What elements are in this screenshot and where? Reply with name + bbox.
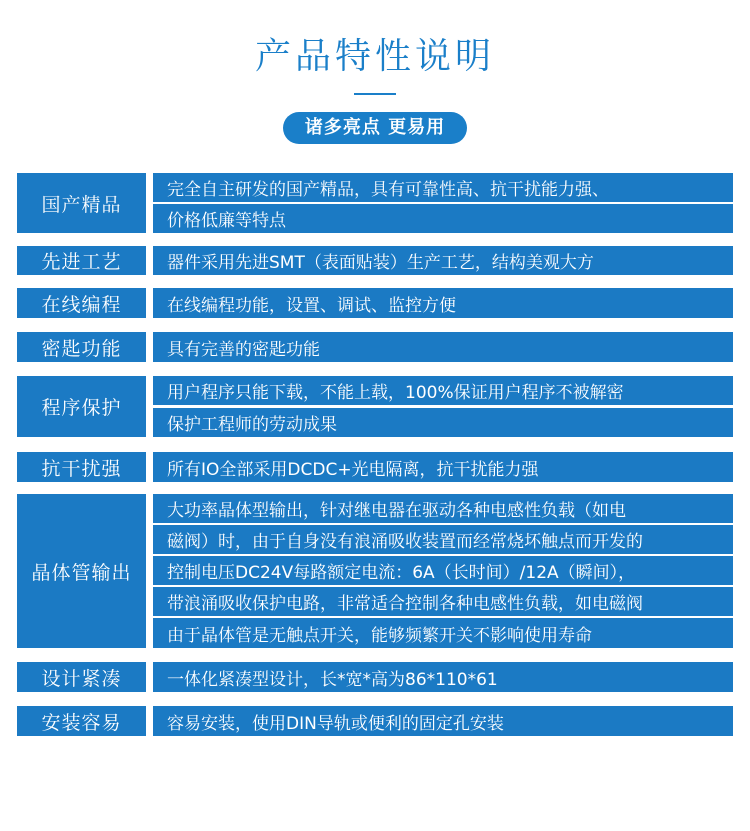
- feature-row-key: [17, 332, 733, 362]
- feature-label: 密匙功能: [17, 332, 146, 362]
- feature-label: 先进工艺: [17, 246, 146, 275]
- feature-label: 在线编程: [17, 288, 146, 318]
- feature-row-easy-install: [17, 706, 733, 736]
- feature-label: 国产精品: [17, 173, 146, 233]
- page-title: 产品特性说明: [254, 36, 495, 77]
- feature-line: 磁阀）时，由于自身没有浪涌吸收装置而经常烧坏触点而开发的: [153, 525, 733, 554]
- feature-line: 价格低廉等特点: [153, 204, 733, 233]
- feature-label: 设计紧凑: [17, 662, 146, 692]
- feature-line: 所有IO全部采用DCDC+光电隔离，抗干扰能力强: [153, 452, 733, 482]
- feature-label: 程序保护: [17, 376, 146, 437]
- feature-row-process: [17, 246, 733, 275]
- feature-row-transistor-output: [17, 494, 733, 648]
- feature-label: 晶体管输出: [17, 494, 146, 648]
- feature-line: 容易安装，使用DIN导轨或便利的固定孔安装: [153, 706, 733, 736]
- feature-line: 控制电压DC24V每路额定电流：6A（长时间）/12A（瞬间），: [153, 556, 733, 585]
- feature-line: 一体化紧凑型设计，长*宽*高为86*110*61: [153, 662, 733, 692]
- feature-row-program-protection: [17, 376, 733, 437]
- feature-line: 器件采用先进SMT（表面贴装）生产工艺，结构美观大方: [153, 246, 733, 275]
- feature-line: 大功率晶体型输出，针对继电器在驱动各种电感性负载（如电: [153, 494, 733, 523]
- feature-line: 带浪涌吸收保护电路，非常适合控制各种电感性负载，如电磁阀: [153, 587, 733, 616]
- feature-row-online-programming: [17, 288, 733, 318]
- feature-label: 安装容易: [17, 706, 146, 736]
- title-underline: [354, 93, 396, 95]
- feature-row-compact-design: [17, 662, 733, 692]
- feature-row-domestic: [17, 173, 733, 233]
- feature-line: 保护工程师的劳动成果: [153, 408, 733, 437]
- feature-row-anti-interference: [17, 452, 733, 482]
- feature-line: 具有完善的密匙功能: [153, 332, 733, 362]
- highlight-pill: 诸多亮点 更易用: [283, 112, 467, 144]
- feature-line: 用户程序只能下载，不能上载，100%保证用户程序不被解密: [153, 376, 733, 405]
- feature-label: 抗干扰强: [17, 452, 146, 482]
- feature-line: 由于晶体管是无触点开关，能够频繁开关不影响使用寿命: [153, 618, 733, 648]
- feature-line: 在线编程功能，设置、调试、监控方便: [153, 288, 733, 318]
- feature-line: 完全自主研发的国产精品，具有可靠性高、抗干扰能力强、: [153, 173, 733, 202]
